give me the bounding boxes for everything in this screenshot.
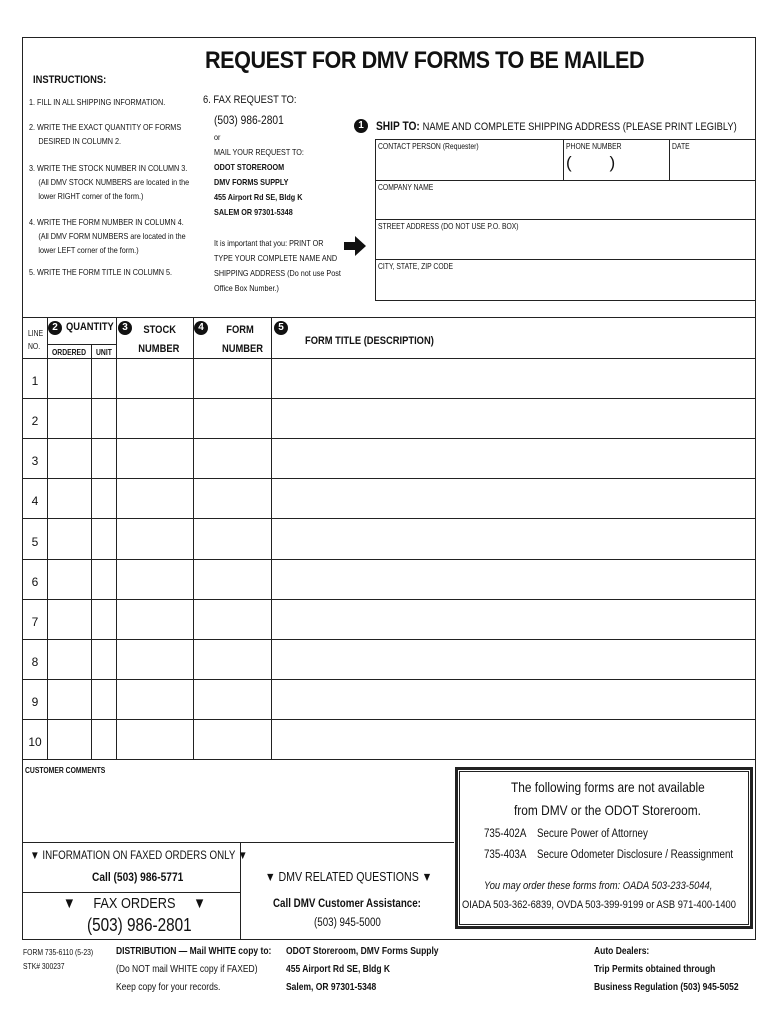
faxed-orders-phone: Call (503) 986-5771	[92, 870, 184, 884]
instruction-step-2: 2. WRITE THE EXACT QUANTITY OF FORMS DESIRED IN COLUMN 2.	[29, 122, 182, 146]
line-no-header: LINE NO.	[28, 329, 44, 351]
step-2-badge: 2	[48, 321, 62, 335]
phone-number-label: PHONE NUMBER	[566, 142, 622, 151]
line-number: 9	[31, 695, 39, 709]
contact-person-field[interactable]	[378, 150, 560, 178]
fax-number: (503) 986-2801	[214, 113, 284, 127]
order-from-line-2: OIADA 503-362-6839, OVDA 503-399-9199 or ASB 971-400-1400	[462, 899, 736, 911]
instruction-step-5: 5. WRITE THE FORM TITLE IN COLUMN 5.	[29, 267, 173, 277]
date-field[interactable]	[672, 150, 754, 178]
line-number: 2	[31, 414, 39, 428]
ordered-header: ORDERED	[52, 348, 87, 357]
page-title: REQUEST FOR DMV FORMS TO BE MAILED	[205, 47, 645, 74]
instruction-step-4: 4. WRITE THE FORM NUMBER IN COLUMN 4. (All DMV FORM NUMBERS are located in the lower LEFT corner of the form.)	[29, 217, 186, 255]
odot-address-block: ODOT Storeroom, DMV Forms Supply 455 Airport Rd SE, Bldg K Salem, OR 97301-5348	[286, 946, 439, 993]
form-735-403a-name: Secure Odometer Disclosure / Reassignment	[537, 849, 734, 861]
contact-person-label: CONTACT PERSON (Requester)	[378, 142, 479, 151]
step-3-badge: 3	[118, 321, 132, 335]
city-state-zip-field[interactable]	[378, 272, 754, 300]
mail-address-block: or MAIL YOUR REQUEST TO: ODOT STOREROOM DMV FORMS SUPPLY 455 Airport Rd SE, Bldg K SALEM OR 97301-5348	[214, 132, 304, 217]
line-number: 7	[31, 615, 39, 629]
form-number-footer: FORM 735-6110 (5-23) STK# 300237	[23, 948, 94, 971]
company-name-label: COMPANY NAME	[378, 183, 434, 192]
step-5-badge: 5	[274, 321, 288, 335]
line-number: 6	[31, 575, 39, 589]
distribution-block: DISTRIBUTION — Mail WHITE copy to: (Do NOT mail WHITE copy if FAXED) Keep copy for your records.	[116, 946, 272, 993]
order-from-line-1: You may order these forms from: OADA 503-233-5044,	[484, 880, 713, 892]
line-number: 10	[28, 735, 42, 749]
company-name-field[interactable]	[378, 192, 754, 218]
line-number: 3	[31, 454, 39, 468]
ship-to-heading: SHIP TO: NAME AND COMPLETE SHIPPING ADDRESS (PLEASE PRINT LEGIBLY)	[376, 119, 737, 133]
form-number-header: FORM NUMBER	[222, 324, 264, 355]
date-label: DATE	[672, 142, 690, 151]
step-4-badge: 4	[194, 321, 208, 335]
customer-comments-field[interactable]	[24, 778, 452, 840]
step-1-badge: 1	[354, 119, 368, 133]
notice-line-2: from DMV or the ODOT Storeroom.	[514, 802, 701, 818]
instruction-step-1: 1. FILL IN ALL SHIPPING INFORMATION.	[29, 97, 166, 107]
auto-dealers-block: Auto Dealers: Trip Permits obtained through Business Regulation (503) 945-5052	[594, 946, 739, 993]
instructions-heading: INSTRUCTIONS:	[33, 74, 107, 86]
dmv-assistance-label: Call DMV Customer Assistance:	[273, 898, 421, 910]
form-735-403a-number: 735-403A	[484, 849, 527, 861]
stock-number-header: STOCK NUMBER	[138, 324, 180, 355]
quantity-header: QUANTITY	[66, 321, 114, 333]
city-state-zip-label: CITY, STATE, ZIP CODE	[378, 262, 454, 271]
unit-header: UNIT	[96, 348, 112, 357]
customer-comments-label: CUSTOMER COMMENTS	[25, 766, 106, 775]
phone-area-code-field[interactable]: ( )	[566, 153, 616, 172]
form-title-header: FORM TITLE (DESCRIPTION)	[305, 335, 434, 347]
line-number: 4	[31, 494, 39, 508]
dmv-assistance-phone: (503) 945-5000	[314, 917, 381, 929]
line-number: 5	[31, 535, 39, 549]
notice-line-1: The following forms are not available	[511, 779, 705, 795]
print-note: It is important that you: PRINT OR TYPE YOUR COMPLETE NAME AND SHIPPING ADDRESS (Do not use Post Office Box Number.)	[214, 238, 341, 293]
line-number: 1	[31, 374, 39, 388]
faxed-orders-info: ▼ INFORMATION ON FAXED ORDERS ONLY ▼	[30, 850, 248, 862]
street-address-label: STREET ADDRESS (DO NOT USE P.O. BOX)	[378, 222, 519, 231]
fax-orders-number: (503) 986-2801	[87, 915, 192, 935]
arrow-right-icon	[343, 235, 367, 257]
fax-orders-label: ▼ FAX ORDERS ▼	[63, 895, 206, 912]
form-735-402a-number: 735-402A	[484, 828, 527, 840]
instruction-step-3: 3. WRITE THE STOCK NUMBER IN COLUMN 3. (All DMV STOCK NUMBERS are located in the lower RIGHT corner of the form.)	[29, 163, 190, 201]
form-735-402a-name: Secure Power of Attorney	[537, 828, 648, 840]
instruction-step-6: 6. FAX REQUEST TO:	[203, 94, 297, 106]
order-entry-area[interactable]	[48, 359, 756, 759]
line-number: 8	[31, 655, 39, 669]
dmv-questions-label: ▼ DMV RELATED QUESTIONS ▼	[265, 870, 433, 884]
street-address-field[interactable]	[378, 232, 754, 258]
